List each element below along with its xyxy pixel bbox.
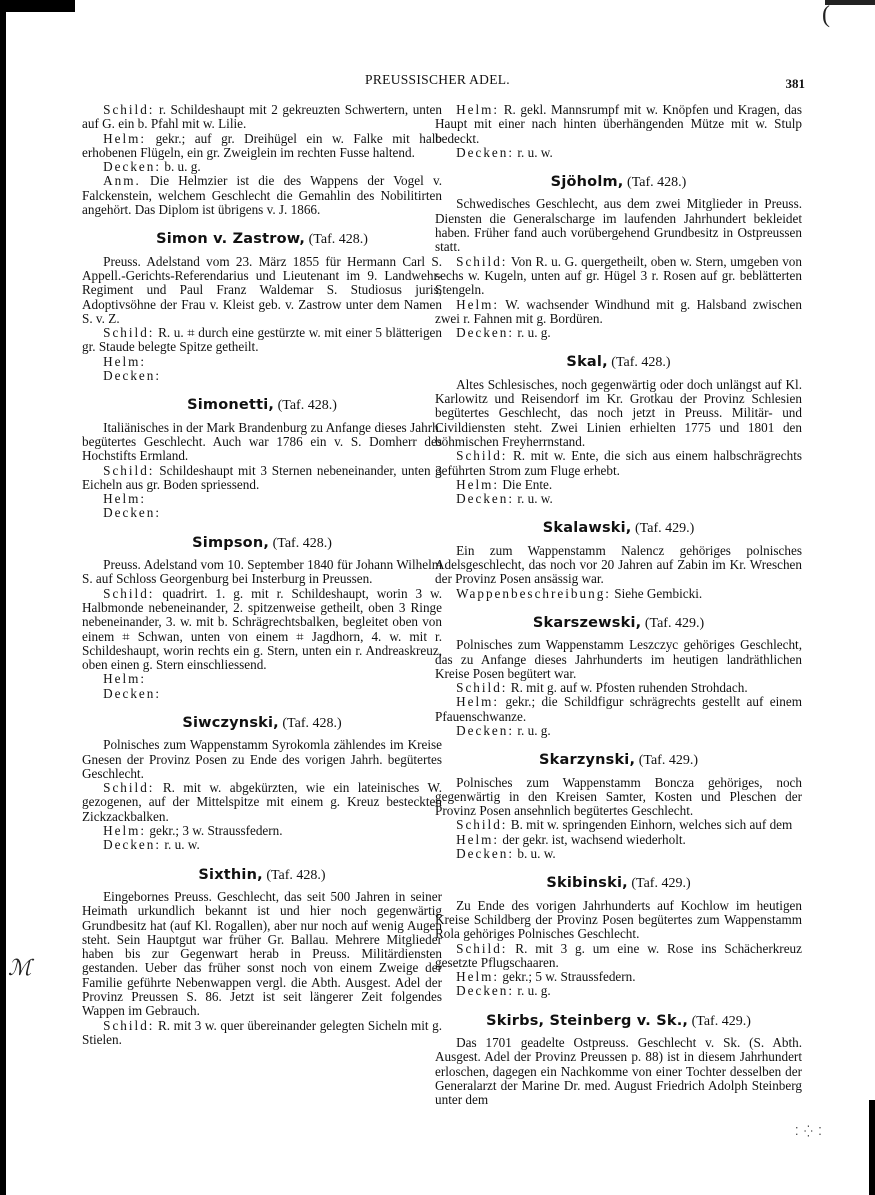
- field-text: gekr.; 5 w. Straussfedern.: [499, 969, 636, 985]
- field-text: Schwedisches Geschlecht, aus dem zwei Mitglieder in Preuss. Diensten die Generalscharge im laufenden Jahrhundert bekleidet haben. Früher fand auch vorübergehend Grundbesitz in Ostpreussen statt.: [435, 196, 802, 255]
- paragraph: [82, 103, 442, 132]
- entry: [435, 521, 802, 600]
- family-name: Simonetti,: [187, 397, 275, 414]
- field-label: Schild:: [456, 253, 508, 269]
- field-text: b. u. g.: [161, 159, 201, 175]
- entry-body: [82, 890, 442, 1047]
- field-label: Schild:: [456, 940, 508, 956]
- field-label: Decken:: [456, 983, 515, 999]
- field-label: Helm:: [103, 353, 147, 369]
- entry: [82, 868, 442, 1048]
- field-text: R. mit 3 g. um eine w. Rose ins Schächerkreuz gesetzte Pflugschaaren.: [435, 940, 802, 970]
- plate-reference: (Taf. 428.): [282, 715, 342, 731]
- field-label: Helm:: [456, 102, 500, 117]
- field-text: b. u. w.: [514, 846, 556, 862]
- entry-body: [82, 255, 442, 384]
- continuation-block: [435, 103, 802, 160]
- field-text: r. u. w.: [161, 837, 200, 853]
- plate-reference: (Taf. 428.): [308, 232, 368, 248]
- field-text: gekr.; 3 w. Straussfedern.: [146, 823, 283, 839]
- paragraph: [82, 255, 442, 326]
- paragraph: [82, 672, 442, 686]
- field-text: R. mit w. abgekürzten, wie ein lateinisches W. gezogenen, auf der Mittelspitze mit einem g. Kreuz besteckten Zickzackbalken.: [82, 780, 442, 824]
- family-name: Simpson,: [192, 534, 270, 551]
- paragraph: [82, 160, 442, 174]
- paragraph: [82, 355, 442, 369]
- paragraph: [82, 687, 442, 701]
- paragraph: [435, 899, 802, 942]
- paragraph: [82, 506, 442, 520]
- field-label: Decken:: [456, 144, 515, 160]
- field-text: Italiänisches in der Mark Brandenburg zu Anfange dieses Jahrh. begütertes Geschlecht. Auch war 1786 ein v. S. Domherr des Hochstifts Ermland.: [82, 419, 442, 464]
- field-text: Die Helmzier ist die des Wappens der Vogel v. Falckenstein, welchem Geschlecht die Gemahlin des Nobilitirten angehört. Das Diplom ist übrigens v. J. 1866.: [82, 173, 442, 218]
- entry-title: [435, 616, 802, 631]
- field-label: Schild:: [103, 325, 155, 341]
- entries: [82, 232, 442, 1047]
- field-label: Schild:: [456, 817, 508, 833]
- paragraph: [435, 695, 802, 724]
- field-text: R. mit w. Ente, die sich aus einem halbschrägrechts geführten Strom zum Fluge erhebt.: [435, 448, 802, 478]
- entry-title: [82, 232, 442, 247]
- field-label: Schild:: [103, 780, 155, 796]
- paragraph: [435, 326, 802, 340]
- field-label: Decken:: [103, 685, 162, 701]
- paragraph: [435, 847, 802, 861]
- plate-reference: (Taf. 429.): [635, 521, 695, 537]
- paragraph: [435, 103, 802, 146]
- entry-body: [82, 421, 442, 521]
- plate-reference: (Taf. 429.): [644, 615, 705, 631]
- entry-body: [82, 738, 442, 852]
- continuation-block: [82, 103, 442, 217]
- paragraph: [82, 326, 442, 355]
- family-name: Skalawski,: [542, 520, 632, 537]
- entry-body: [435, 197, 802, 340]
- paragraph: [82, 558, 442, 587]
- field-label: Schild:: [103, 1017, 155, 1033]
- paragraph: [82, 890, 442, 1019]
- family-name: Siwczynski,: [182, 714, 279, 731]
- plate-reference: (Taf. 428.): [611, 355, 671, 371]
- field-label: Helm:: [103, 671, 147, 687]
- entry: [435, 355, 802, 506]
- family-name: Simon v. Zastrow,: [156, 231, 306, 248]
- field-text: B. mit w. springenden Einhorn, welches sich auf dem: [507, 817, 793, 833]
- plate-reference: (Taf. 429.): [691, 1013, 751, 1029]
- field-text: r. u. g.: [514, 983, 551, 999]
- field-text: r. u. w.: [514, 491, 553, 507]
- paragraph: [435, 984, 802, 998]
- field-text: r. Schildeshaupt mit 2 gekreuzten Schwertern, unten auf G. ein b. Pfahl mit w. Lilie.: [82, 102, 442, 132]
- field-text: der gekr. ist, wachsend wiederholt.: [499, 831, 686, 847]
- entry: [82, 232, 442, 383]
- field-label: Helm:: [103, 130, 147, 146]
- field-text: Polnisches zum Wappenstamm Syrokomla zählendes im Kreise Gnesen der Provinz Posen zu Ende des vorigen Jahrh. begütertes Geschlecht.: [82, 737, 442, 781]
- paragraph: [435, 681, 802, 695]
- field-text: Von R. u. G. quergetheilt, oben w. Stern, umgeben von sechs w. Kugeln, unten auf gr. Hügel 3 r. Rosen auf gr. beblätterten Stengeln.: [435, 253, 802, 298]
- field-label: Decken:: [103, 837, 162, 853]
- field-text: Ein zum Wappenstamm Nalencz gehöriges polnisches Adelsgeschlecht, das noch vor 20 Jahren auf Zabin im Kr. Wreschen der Provinz Posen ansässig war.: [435, 542, 802, 587]
- margin-specks: ⁚ ⁛ ⁚: [795, 1125, 823, 1138]
- plate-reference: (Taf. 428.): [277, 398, 337, 414]
- entry-body: [82, 558, 442, 701]
- field-text: quadrirt. 1. g. mit r. Schildeshaupt, worin 3 w. Halbmonde nebeneinander, 2. spitzenweise getheilt, oben 3 Ringe nebeneinander, 3. w. mit b. Schrägrechtsbalken, begleitet oben von einem ⌗ Schwan, unten von einem ⌗ Jagdhorn, 4. w. mit r. Schildeshaupt, worin rechts ein g. Stern, unten ein r. Andreaskreuz, oben einen g. Stern einschliessend.: [82, 585, 442, 673]
- plate-reference: (Taf. 428.): [627, 175, 687, 191]
- field-label: Decken:: [103, 505, 162, 521]
- entry: [82, 398, 442, 520]
- paragraph: [435, 298, 802, 327]
- page-number: 381: [785, 76, 805, 91]
- plate-reference: (Taf. 429.): [638, 753, 698, 769]
- right-column: [435, 103, 802, 1108]
- paragraph: [82, 587, 442, 673]
- paragraph: [435, 724, 802, 738]
- scan-edge-left: [0, 0, 6, 1195]
- scan-edge-right: [869, 1100, 875, 1195]
- family-name: Skibinski,: [546, 875, 628, 892]
- entry: [435, 175, 802, 340]
- paragraph: [435, 378, 802, 449]
- paragraph: [82, 824, 442, 838]
- field-text: r. u. w.: [514, 144, 553, 160]
- paragraph: [435, 1036, 802, 1107]
- scan-edge-top-right: [825, 0, 875, 5]
- field-text: Polnisches zum Wappenstamm Leszczyc gehöriges Geschlecht, das zu Anfange dieses Jahrhunderts im heutigen landräthlichen Kreise Posen begütert war.: [435, 637, 802, 681]
- field-text: R. gekl. Mannsrumpf mit w. Knöpfen und Kragen, das Haupt mit einer nach hinten überhängenden Mütze mit w. Stulp bedeckt.: [435, 102, 802, 146]
- paragraph: [82, 421, 442, 464]
- paragraph: [435, 449, 802, 478]
- field-label: Schild:: [456, 448, 508, 464]
- field-text: Die Ente.: [499, 476, 553, 492]
- entries: [435, 175, 802, 1107]
- scan-edge-top: [0, 0, 75, 12]
- plate-reference: (Taf. 429.): [631, 876, 691, 892]
- field-text: R. u. ⌗ durch eine gestürzte w. mit einer 5 blätterigen gr. Staude belegte Spitze getheilt.: [82, 325, 442, 355]
- entry-title: [435, 1014, 802, 1029]
- entry: [82, 536, 442, 701]
- paragraph: [435, 146, 802, 160]
- entry-body: [435, 544, 802, 601]
- entry-body: [435, 899, 802, 999]
- paragraph: [435, 197, 802, 254]
- field-label: Decken:: [456, 722, 515, 738]
- entry-title: [82, 398, 442, 413]
- entry-title: [435, 521, 802, 536]
- field-label: Wappenbeschreibung:: [456, 585, 611, 601]
- field-text: Preuss. Adelstand vom 23. März 1855 für Hermann Carl S. Appell.-Gerichts-Referendarius und Lieutenant im 9. Landwehr-Regiment und Paul Franz Waldemar S. Studiosus juris, Adoptivsöhne der Frau v. Kleist geb. v. Zastrow unter dem Namen S. v. Z.: [82, 253, 442, 326]
- entry: [435, 616, 802, 738]
- entry-title: [82, 868, 442, 883]
- field-text: Preuss. Adelstand vom 10. September 1840 für Johann Wilhelm S. auf Schloss Georgenburg bei Insterburg in Preussen.: [82, 557, 442, 587]
- field-text: Das 1701 geadelte Ostpreuss. Geschlecht v. Sk. (S. Abth. Ausgest. Adel der Provinz Preussen p. 88) ist in diesem Jahrhundert erloschen, dagegen ein Nachkomme von einer Tochter desselben der Generalarzt der Marine Dr. med. August Friedrich Adolph Steinberg unter dem: [435, 1035, 802, 1108]
- family-name: Skarzynski,: [539, 752, 636, 769]
- field-label: Anm.: [103, 173, 141, 189]
- entry-body: [435, 378, 802, 507]
- field-text: Altes Schlesisches, noch gegenwärtig oder doch unlängst auf Kl. Karlowitz und Reisendorf im Kr. Grotkau der Provinz Schlesien begütertes Geschlecht, das noch jetzt in Preuss. Militär- und Civildiensten steht. Zwei Linien erhielten 1775 und 1801 den böhmischen Freyherrnstand.: [435, 376, 802, 449]
- field-text: Polnisches zum Wappenstamm Boncza gehöriges, noch gegenwärtig in den Kreisen Samter, Kosten und Pleschen der Provinz Posen ansehnlich begütertes Geschlecht.: [435, 774, 802, 819]
- paragraph: [82, 132, 442, 161]
- paragraph: [435, 970, 802, 984]
- field-label: Decken:: [456, 325, 515, 341]
- field-text: gekr.; auf gr. Dreihügel ein w. Falke mit halb erhobenen Flügeln, ein gr. Zweiglein im rechten Fusse haltend.: [82, 130, 442, 160]
- plate-reference: (Taf. 428.): [266, 867, 326, 883]
- paragraph: [82, 464, 442, 493]
- field-label: Helm:: [103, 823, 147, 839]
- field-text: W. wachsender Windhund mit g. Halsband zwischen zwei r. Fahnen mit g. Bordüren.: [435, 296, 802, 326]
- paragraph: [435, 255, 802, 298]
- field-label: Decken:: [456, 491, 515, 507]
- field-label: Helm:: [103, 491, 147, 507]
- field-text: r. u. g.: [514, 325, 551, 341]
- entry-title: [435, 753, 802, 768]
- paragraph: [435, 942, 802, 971]
- paragraph: [82, 174, 442, 217]
- family-name: Skal,: [566, 354, 608, 371]
- field-label: Schild:: [456, 680, 508, 696]
- entry-body: [435, 776, 802, 862]
- paragraph: [435, 544, 802, 587]
- entry-title: [82, 716, 442, 731]
- paragraph: [435, 478, 802, 492]
- margin-handwritten-mark: ℳ: [8, 955, 32, 980]
- field-text: R. mit g. auf w. Pfosten ruhenden Strohdach.: [507, 680, 748, 696]
- field-label: Helm:: [456, 969, 500, 985]
- field-label: Helm:: [456, 296, 500, 312]
- field-text: Siehe Gembicki.: [610, 585, 703, 601]
- field-label: Schild:: [103, 585, 155, 601]
- family-name: Sixthin,: [198, 866, 263, 883]
- entry: [435, 1014, 802, 1108]
- paragraph: [82, 781, 442, 824]
- paragraph: [82, 1019, 442, 1048]
- field-text: R. mit 3 w. quer übereinander gelegten Sicheln mit g. Stielen.: [82, 1017, 442, 1047]
- field-label: Decken:: [103, 159, 162, 175]
- entry-title: [82, 536, 442, 551]
- field-label: Helm:: [456, 831, 500, 847]
- paragraph: [82, 738, 442, 781]
- paragraph: [435, 492, 802, 506]
- paragraph: [435, 776, 802, 819]
- field-label: Helm:: [456, 476, 500, 492]
- paragraph: [435, 833, 802, 847]
- field-text: Eingebornes Preuss. Geschlecht, das seit 500 Jahren in seiner Heimath urkundlich bekannt ist und hier noch gegenwärtig Grundbesitz hat (auf Kl. Rogallen), aber nur noch auf wenig Augen steht. Sein Hauptgut war früher Gr. Ballau. Mehrere Mitglieder haben bis zur Gegenwart herab in Preuss. Militärdiensten gestanden. Ueber das früher sonst noch von einem Zweige der Familie geführte Nebenwappen vergl. die Abth. Ausgest. Adel der Provinz Preussen S. 86. Jetzt ist seit längerer Zeit folgendes Wappen im Gebrauch.: [82, 888, 442, 1019]
- field-text: r. u. g.: [514, 722, 551, 738]
- paragraph: [82, 492, 442, 506]
- paragraph: [435, 587, 802, 601]
- plate-reference: (Taf. 428.): [272, 535, 332, 551]
- entry-body: [435, 638, 802, 738]
- entry-title: [435, 175, 802, 190]
- entry: [435, 876, 802, 998]
- field-text: Zu Ende des vorigen Jahrhunderts auf Kochlow im heutigen Kreise Schildberg der Provinz Posen begütertes zum Wappenstamm Rola gehöriges Polnisches Geschlecht.: [435, 897, 802, 942]
- entry-title: [435, 355, 802, 370]
- field-label: Decken:: [456, 846, 515, 862]
- field-text: gekr.; die Schildfigur schrägrechts gestellt auf einem Pfauenschwanze.: [435, 694, 802, 724]
- family-name: Sjöholm,: [550, 174, 624, 191]
- entry-title: [435, 876, 802, 891]
- paragraph: [82, 838, 442, 852]
- field-text: Schildeshaupt mit 3 Sternen nebeneinander, unten 3 Eicheln aus gr. Boden spriessend.: [82, 462, 442, 492]
- entry: [435, 753, 802, 861]
- field-label: Schild:: [103, 102, 155, 117]
- margin-mark-top-right: (: [822, 2, 830, 28]
- field-label: Schild:: [103, 462, 155, 478]
- running-head: PREUSSISCHER ADEL.: [365, 72, 510, 87]
- paragraph: [435, 818, 802, 832]
- paragraph: [435, 638, 802, 681]
- entry: [82, 716, 442, 853]
- family-name: Skarszewski,: [532, 614, 642, 631]
- paragraph: [82, 369, 442, 383]
- entry-body: [435, 1036, 802, 1107]
- field-label: Decken:: [103, 368, 162, 384]
- left-column: [82, 103, 442, 1047]
- field-label: Helm:: [456, 694, 500, 710]
- family-name: Skirbs, Steinberg v. Sk.,: [486, 1012, 689, 1029]
